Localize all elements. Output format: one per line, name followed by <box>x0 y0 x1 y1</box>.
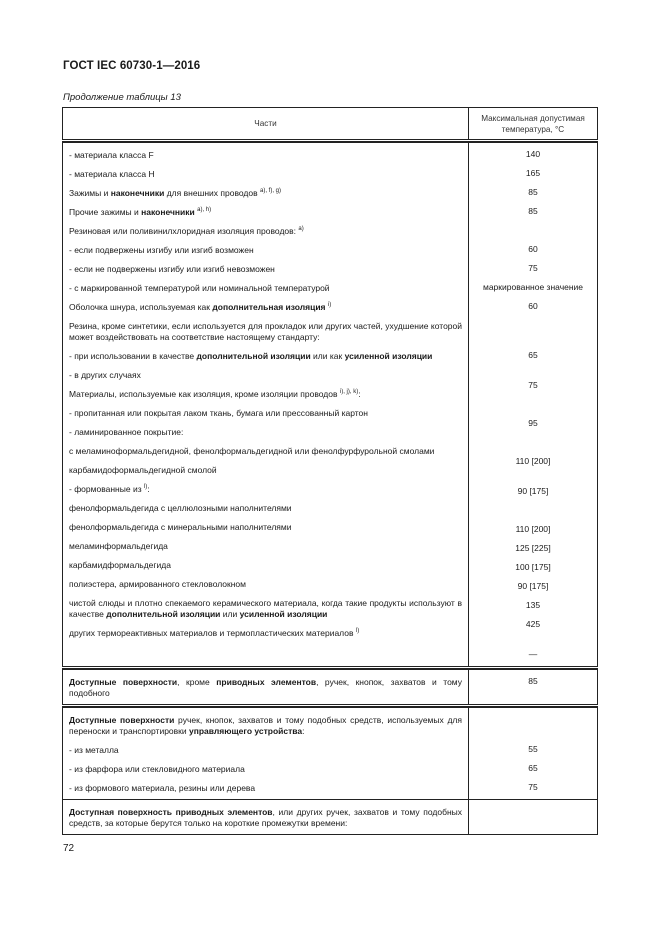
row-text: карбамидформальдегида <box>69 560 171 570</box>
row-text: - материала класса F <box>69 150 154 160</box>
col-header-temperature: Максимальная допустимая температура, °С <box>469 108 598 141</box>
temperature-value: 135 <box>525 600 541 610</box>
temperature-value: 75 <box>528 263 538 273</box>
row-text: - формованные из $^{l)}$: <box>69 484 150 494</box>
row-text: - из металла <box>69 745 119 755</box>
table-caption: Продолжение таблицы 13 <box>63 92 181 103</box>
table-row <box>63 708 598 800</box>
row-text: - из фарфора или стекловидного материала <box>69 764 245 774</box>
temperature-value <box>471 221 595 240</box>
temperature-value: 60 <box>528 301 538 311</box>
row-text: - в других случаях <box>69 370 141 380</box>
temperature-value: 75 <box>528 380 538 390</box>
temperature-cell <box>469 670 598 706</box>
temperature-value: 55 <box>528 744 538 754</box>
temperature-value <box>471 710 595 740</box>
temperature-value: 65 <box>528 350 538 360</box>
row-text: меламинформальдегида <box>69 541 168 551</box>
temperature-value: 75 <box>528 782 538 792</box>
row-text: полиэстера, армированного стекловолокном <box>69 579 247 589</box>
col-header-parts: Части <box>63 108 469 141</box>
row-text: Резина, кроме синтетики, если используется для прокладок или других частей, ухудшение которой может воздействовать на соответствие настоящему стандарту: <box>69 321 462 342</box>
temperature-value: — <box>528 649 538 659</box>
row-text: фенолформальдегида с минеральными наполнителями <box>69 522 292 532</box>
parts-cell <box>63 670 469 706</box>
table-header-row <box>63 108 598 141</box>
row-text: карбамидоформальдегидной смолой <box>69 465 217 475</box>
row-text: Резиновая или поливинилхлоридная изоляция проводов: $^{a)}$ <box>69 226 304 236</box>
temperature-value: 425 <box>525 619 541 629</box>
row-text: Доступные поверхности ручек, кнопок, захватов и тому подобных средств, используемых для переноски и транспортировки управляющего устройства: <box>69 715 462 736</box>
temperature-value: 85 <box>528 206 538 216</box>
temperature-value <box>471 316 595 346</box>
temperature-value: 95 <box>528 418 538 428</box>
temperature-value: маркированное значение <box>482 282 584 292</box>
document-header: ГОСТ IEC 60730-1—2016 <box>63 60 201 72</box>
row-text: фенолформальдегида с целлюлозными наполнителями <box>69 503 292 513</box>
row-text: - с маркированной температурой или номинальной температурой <box>69 283 330 293</box>
temperature-value: 125 [225] <box>515 543 551 553</box>
row-text: - материала класса Н <box>69 169 155 179</box>
temperature-value: 100 [175] <box>515 562 551 572</box>
parts-cell <box>63 143 469 668</box>
temperature-table <box>62 107 598 835</box>
page-number: 72 <box>63 843 75 854</box>
temperature-value: 110 [200] <box>515 524 551 534</box>
temperature-value: 90 [175] <box>517 486 549 496</box>
temperature-value: 110 [200] <box>515 456 551 466</box>
table-row <box>63 800 598 835</box>
row-text: чистой слюды и плотно спекаемого керамического материала, когда такие продукты используют в качестве дополнительной изоляции или усиленной изоляции <box>69 598 462 619</box>
row-text: других термореактивных материалов и термопластических материалов $^{l)}$ <box>69 628 360 638</box>
temperature-cell <box>469 800 598 835</box>
temperature-value: 165 <box>525 168 541 178</box>
row-text: - если подвержены изгибу или изгиб возможен <box>69 245 254 255</box>
table-row <box>63 143 598 668</box>
row-text: с меламиноформальдегидной, фенолформальдегидной или фенолфурфурольной смолами <box>69 446 435 456</box>
row-text: Оболочка шнура, используемая как дополнительная изоляция $^{i)}$ <box>69 302 332 312</box>
temperature-value <box>471 433 595 452</box>
row-text: - ламинированное покрытие: <box>69 427 184 437</box>
row-text: - если не подвержены изгибу или изгиб невозможен <box>69 264 275 274</box>
row-text: - из формового материала, резины или дерева <box>69 783 256 793</box>
temperature-value: 60 <box>528 244 538 254</box>
row-text: Прочие зажимы и наконечники $^{a), h)}$ <box>69 207 212 217</box>
row-text: - пропитанная или покрытая лаком ткань, бумага или прессованный картон <box>69 408 368 418</box>
row-text: Материалы, используемые как изоляция, кроме изоляции проводов $^{i), j), k)}$: <box>69 389 361 399</box>
temperature-value: 140 <box>525 149 541 159</box>
temperature-value <box>471 395 595 414</box>
row-text: - при использовании в качестве дополнительной изоляции или как усиленной изоляции <box>69 351 433 361</box>
temperature-value: 90 [175] <box>517 581 549 591</box>
temperature-value: 65 <box>528 763 538 773</box>
temperature-value: 85 <box>528 676 538 686</box>
parts-cell <box>63 708 469 800</box>
temperature-value: 85 <box>528 187 538 197</box>
temperature-cell <box>469 708 598 800</box>
parts-cell <box>63 800 469 835</box>
row-text: Доступные поверхности, кроме приводных элементов, ручек, кнопок, захватов и тому подобного <box>69 677 462 698</box>
table-row <box>63 670 598 706</box>
row-text: Доступная поверхность приводных элементов, или других ручек, захватов и тому подобных средств, за которые берутся только на короткие промежутки времени: <box>69 807 462 828</box>
temperature-cell <box>469 143 598 668</box>
temperature-value <box>471 501 595 520</box>
row-text: Зажимы и наконечники для внешних проводов $^{a), f), g)}$ <box>69 188 282 198</box>
